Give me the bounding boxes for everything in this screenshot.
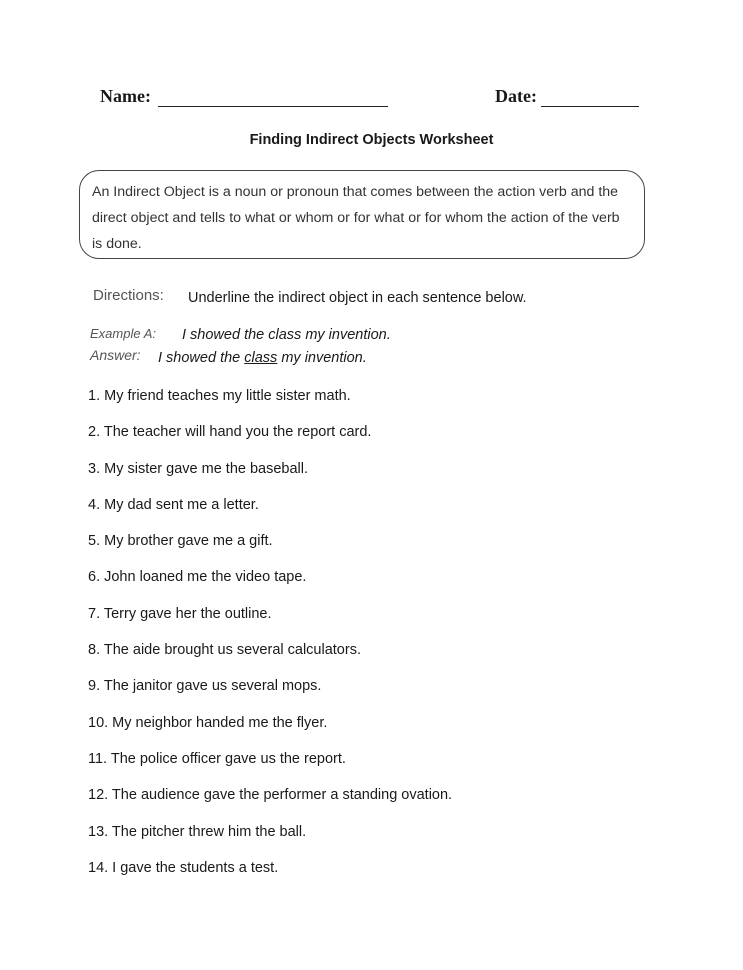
- example-text: I showed the class my invention.: [182, 327, 391, 343]
- sentence-item: 14. I gave the students a test.: [88, 859, 279, 876]
- answer-underlined-word: class: [244, 350, 278, 366]
- directions-label: Directions:: [93, 287, 164, 304]
- sentence-item: 10. My neighbor handed me the flyer.: [88, 714, 328, 731]
- sentence-item: 9. The janitor gave us several mops.: [88, 678, 322, 695]
- answer-text: [158, 350, 367, 366]
- answer-label: Answer:: [90, 347, 141, 363]
- date-blank-line: [541, 106, 639, 107]
- date-label: Date:: [495, 86, 537, 106]
- answer-after: my invention.: [281, 350, 367, 366]
- name-label: Name:: [100, 86, 151, 106]
- worksheet-title: Finding Indirect Objects Worksheet: [249, 132, 494, 148]
- sentence-item: 3. My sister gave me the baseball.: [88, 460, 309, 477]
- sentence-item: 7. Terry gave her the outline.: [88, 605, 272, 622]
- answer-before: I showed the: [158, 350, 241, 366]
- sentence-item: 5. My brother gave me a gift.: [88, 533, 273, 550]
- directions-text: Underline the indirect object in each sentence below.: [188, 290, 527, 306]
- sentence-item: 13. The pitcher threw him the ball.: [88, 823, 307, 840]
- sentence-item: 4. My dad sent me a letter.: [88, 496, 259, 513]
- definition-text: An Indirect Object is a noun or pronoun that comes between the action verb and the direct object and tells to what or whom or for what or for whom the action of the verb is done.: [92, 184, 620, 252]
- sentence-item: 8. The aide brought us several calculators.: [88, 642, 361, 659]
- name-blank-line: [158, 106, 388, 107]
- sentence-item: 1. My friend teaches my little sister math.: [88, 388, 351, 404]
- sentence-list: [88, 387, 452, 895]
- sentence-item: 2. The teacher will hand you the report card.: [88, 424, 372, 441]
- example-label: Example A:: [90, 326, 156, 341]
- sentence-item: 12. The audience gave the performer a standing ovation.: [88, 787, 453, 804]
- definition-box: [79, 170, 645, 259]
- sentence-item: 6. John loaned me the video tape.: [88, 569, 307, 586]
- sentence-item: 11. The police officer gave us the report.: [88, 750, 346, 767]
